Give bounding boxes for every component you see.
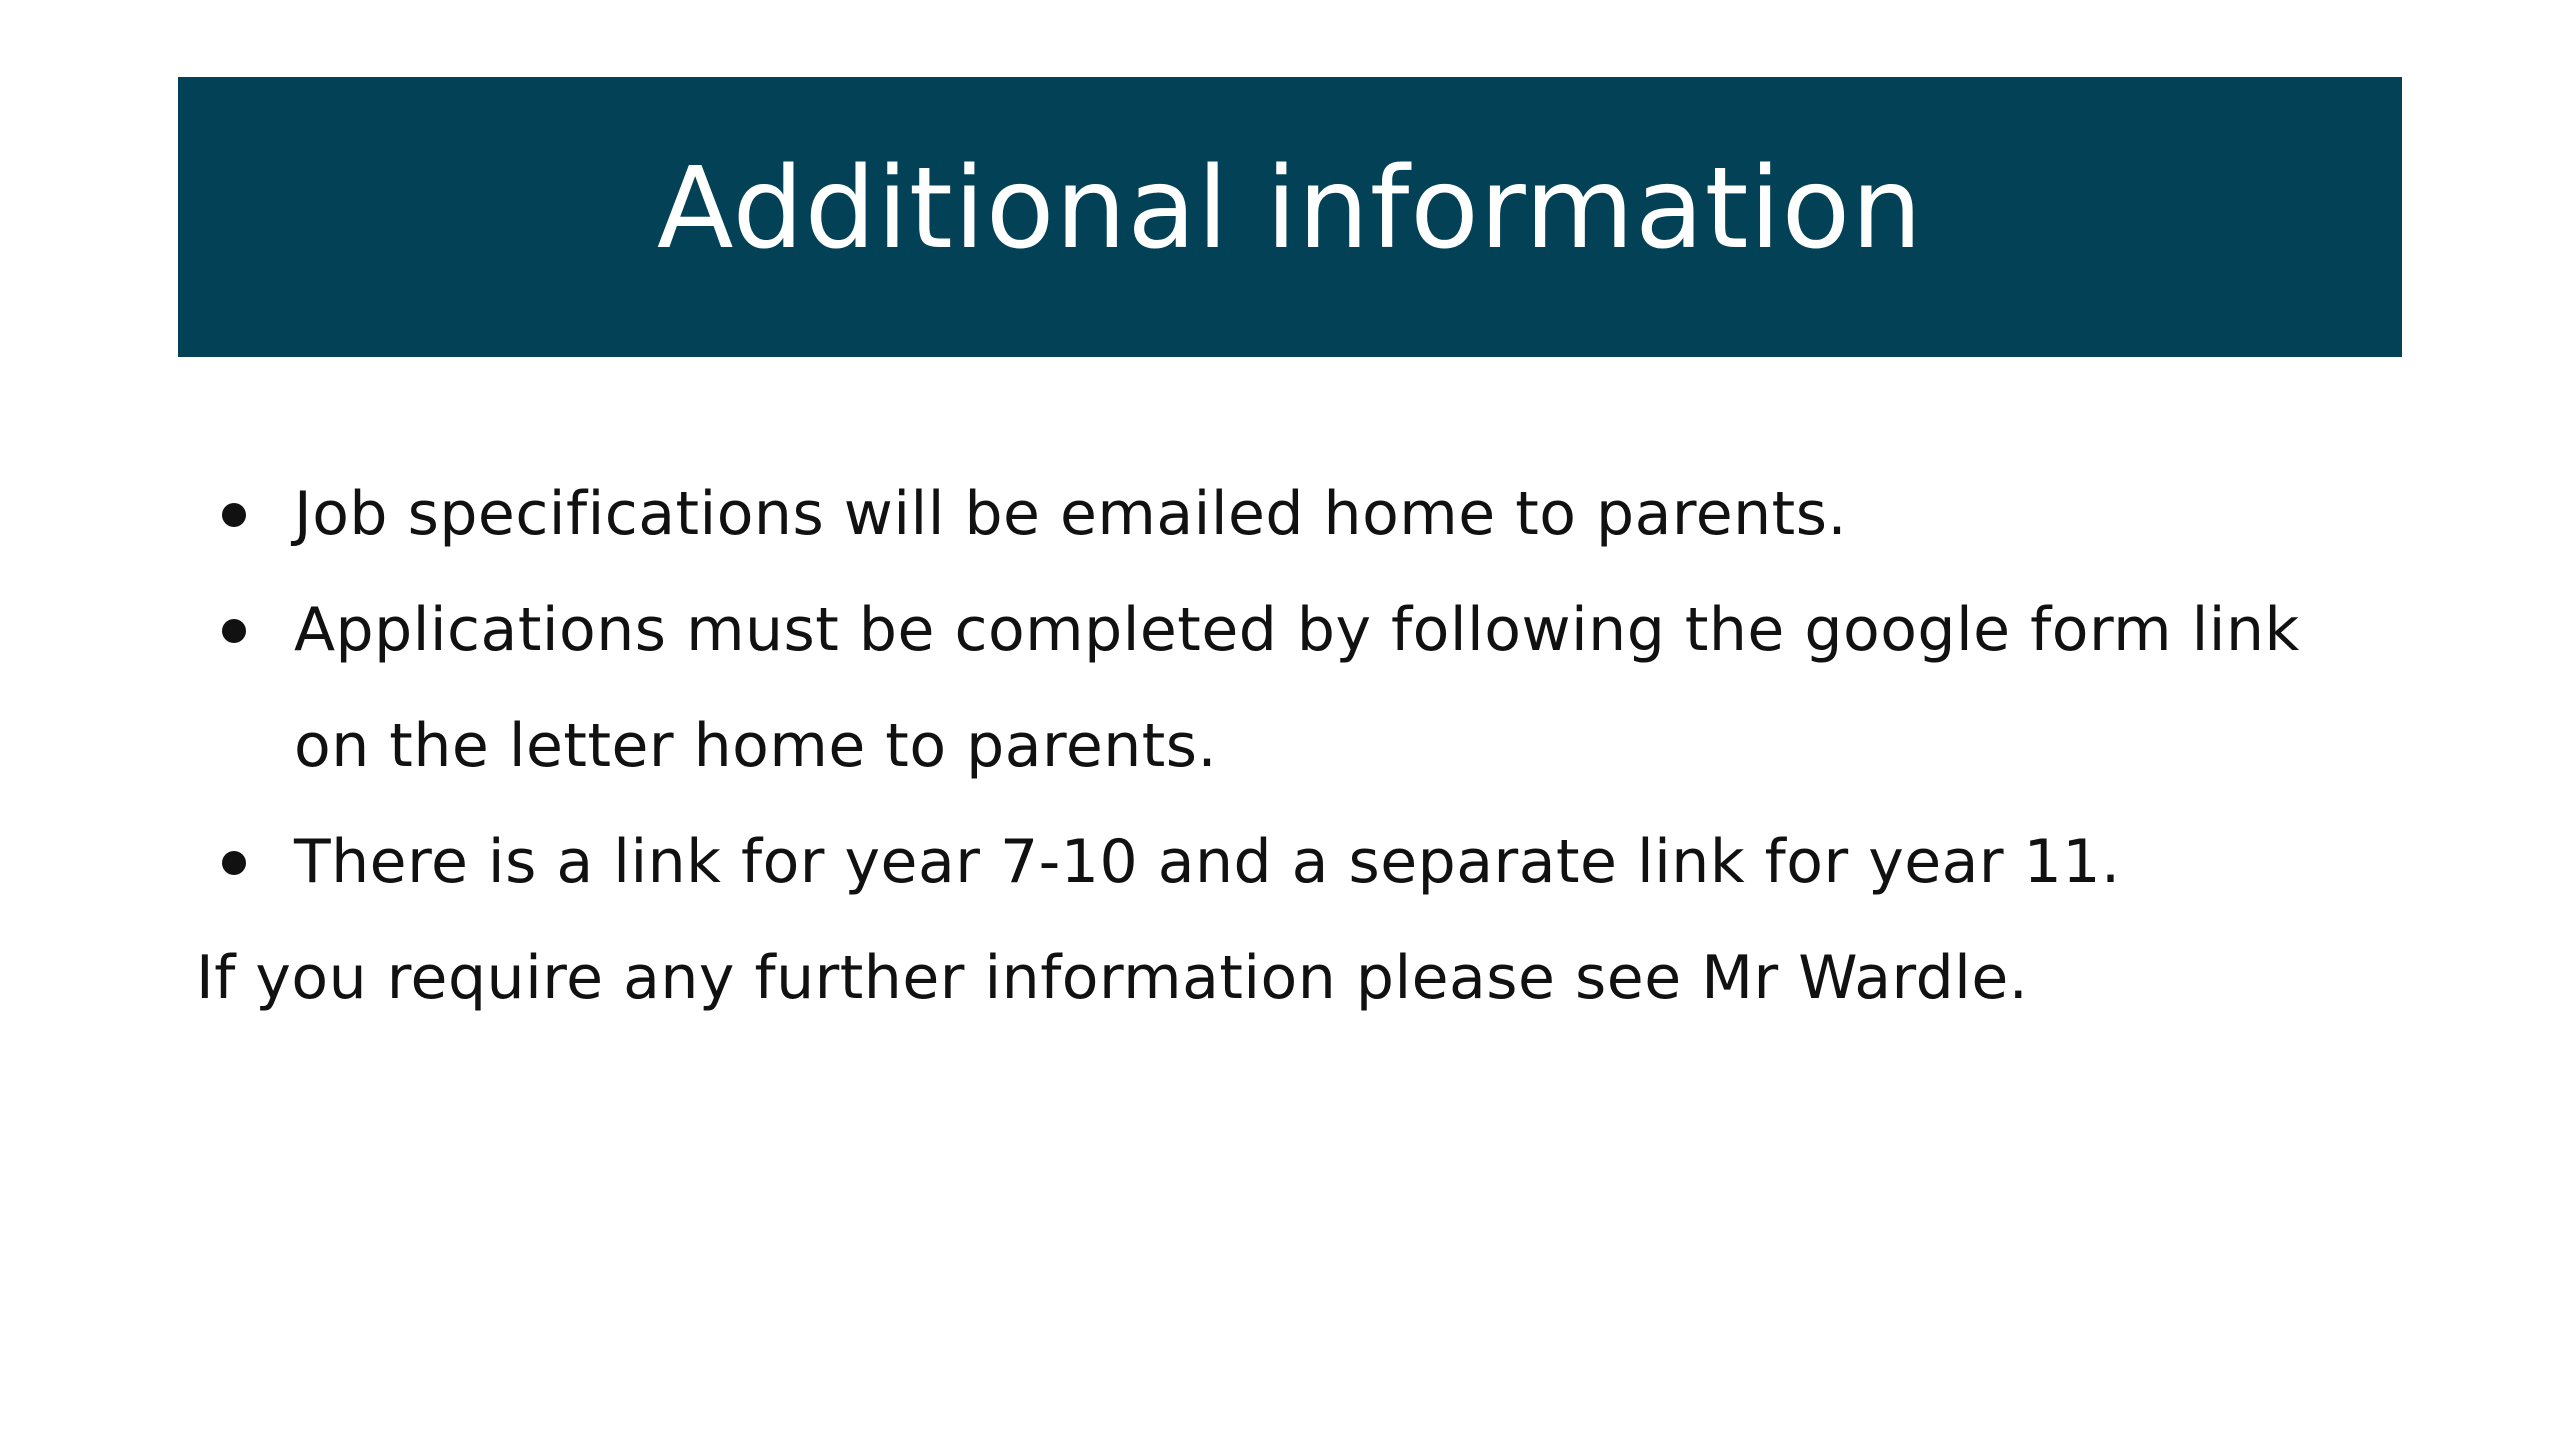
footer-note: If you require any further information please see Mr Wardle. (196, 943, 2029, 1013)
bullet-dot-icon (222, 619, 246, 643)
bullet-dot-icon (222, 851, 246, 875)
slide-title: Additional information (656, 144, 1924, 274)
bullet-item (212, 456, 2412, 572)
bullet-text: There is a link for year 7-10 and a separate link for year 11. (294, 827, 2121, 897)
bullet-item (212, 804, 2412, 920)
bullet-text: Applications must be completed by following the google form link on the letter home to parents. (294, 595, 2300, 781)
bullet-list (212, 456, 2412, 920)
bullet-dot-icon (222, 503, 246, 527)
bullet-item (212, 572, 2412, 804)
bullet-text: Job specifications will be emailed home to parents. (294, 479, 1848, 549)
